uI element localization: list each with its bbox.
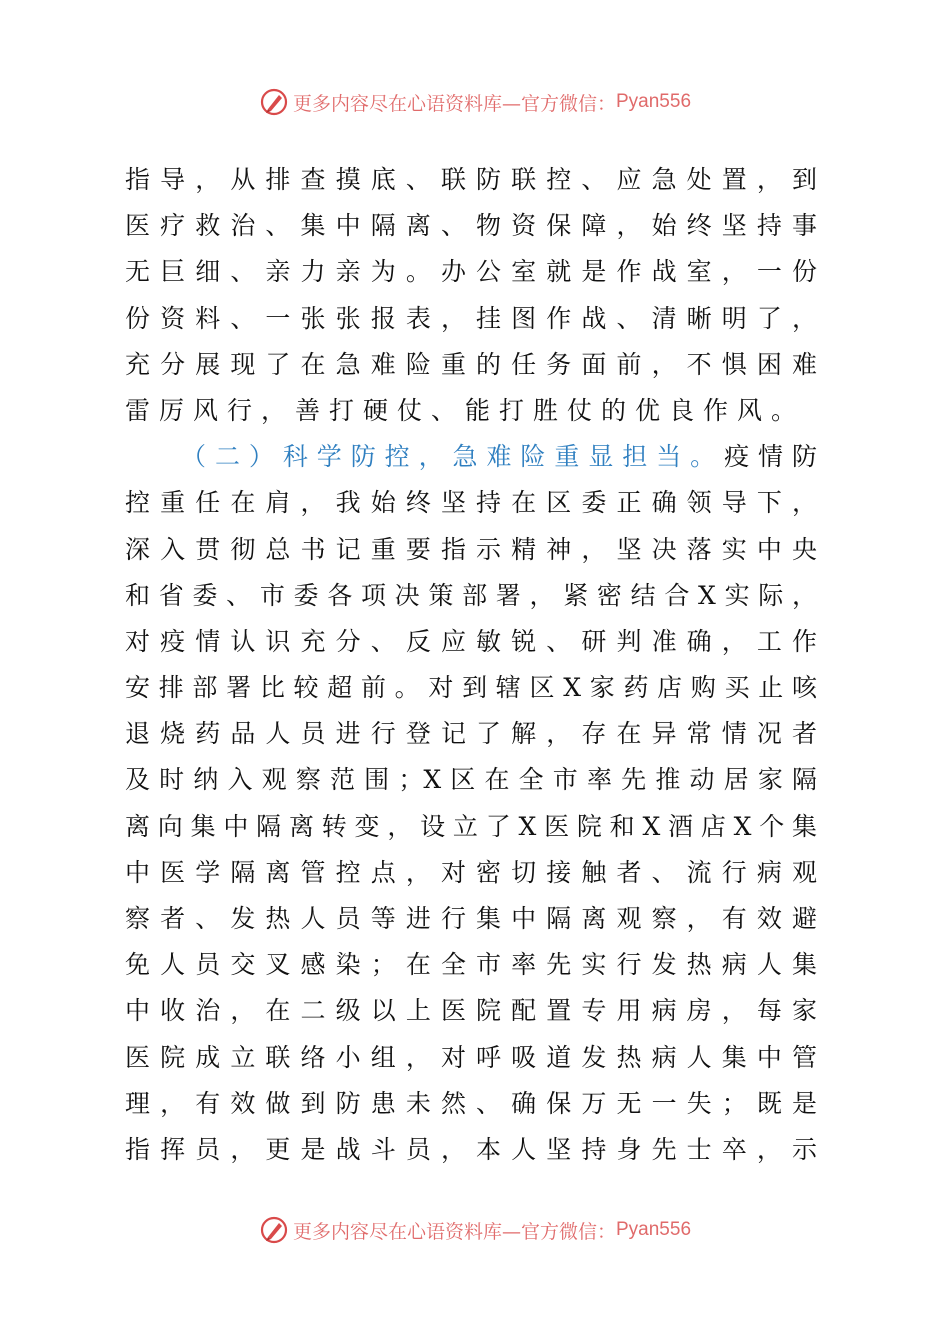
banner-wechat-id: Pyan556	[616, 91, 692, 112]
text-line: 退烧药品人员进行登记了解，存在异常情况者	[125, 719, 817, 749]
text-line: 对疫情认识充分、反应敏锐、研判准确，工作	[125, 626, 817, 656]
text-line: 无巨细、亲力亲为。办公室就是作战室，一份	[125, 257, 817, 287]
pen-logo-icon	[259, 1215, 289, 1245]
text-line: 医疗救治、集中隔离、物资保障，始终坚持事	[125, 211, 817, 241]
footer-banner	[0, 1210, 950, 1250]
text-line: 安排部署比较超前。对到辖区X家药店购买止咳	[125, 673, 817, 703]
text-line: 份资料、一张张报表，挂图作战、清晰明了，	[125, 303, 817, 333]
section-heading: （二）科学防控，急难险重显担当。	[181, 442, 725, 472]
text-line: 控重任在肩，我始终坚持在区委正确领导下，	[125, 488, 817, 518]
text-line: 中收治，在二级以上医院配置专用病房，每家	[125, 996, 817, 1026]
section-heading-line	[125, 434, 817, 480]
text-fragment: 疫情防	[724, 442, 817, 472]
banner-text: 更多内容尽在心语资料库—官方微信：	[292, 92, 616, 115]
pen-logo-icon	[259, 87, 289, 117]
text-line: 指挥员，更是战斗员，本人坚持身先士卒，示	[125, 1134, 817, 1164]
text-line: 充分展现了在急难险重的任务面前，不惧困难	[125, 349, 817, 379]
text-line: 免人员交叉感染；在全市率先实行发热病人集	[125, 950, 817, 980]
header-banner	[0, 82, 950, 122]
text-line: 理，有效做到防患未然、确保万无一失；既是	[125, 1088, 817, 1118]
text-line: 深入贯彻总书记重要指示精神，坚决落实中央	[125, 534, 817, 564]
text-line: 雷厉风行，善打硬仗、能打胜仗的优良作风。	[125, 395, 806, 425]
text-line: 离向集中隔离转变，设立了X医院和X酒店X个集	[125, 811, 817, 841]
text-line: 中医学隔离管控点，对密切接触者、流行病观	[125, 857, 817, 887]
document-body	[125, 157, 817, 1173]
text-line: 医院成立联络小组，对呼吸道发热病人集中管	[125, 1042, 817, 1072]
text-line: 和省委、市委各项决策部署，紧密结合X实际，	[125, 580, 817, 610]
text-line: 及时纳入观察范围；X区在全市率先推动居家隔	[125, 765, 817, 795]
text-line: 指导，从排查摸底、联防联控、应急处置，到	[125, 165, 817, 194]
banner-wechat-id: Pyan556	[616, 1219, 692, 1240]
text-line: 察者、发热人员等进行集中隔离观察，有效避	[125, 904, 817, 933]
banner-text: 更多内容尽在心语资料库—官方微信：	[292, 1220, 616, 1243]
